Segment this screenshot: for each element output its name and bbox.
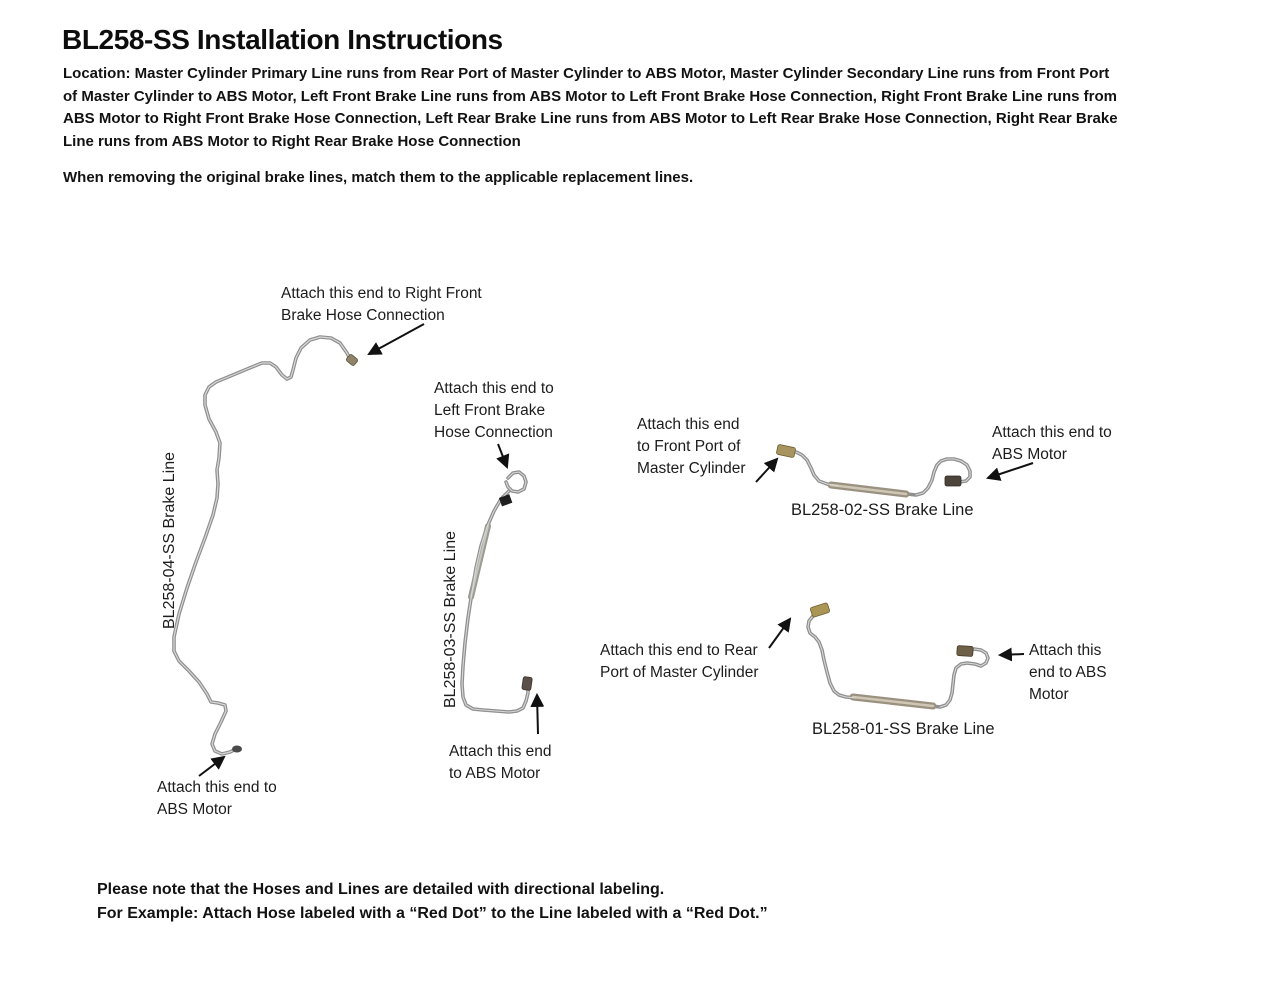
annotation-line: Attach this — [1029, 642, 1102, 659]
location-line: ABS Motor to Right Front Brake Hose Connection, Left Rear Brake Line runs from ABS Motor to Left Rear Brake Hose Connection, Right Rear Brake — [63, 110, 1118, 127]
note-line: Please note that the Hoses and Lines are detailed with directional labeling. — [97, 881, 665, 898]
annotation-left-front-hose — [434, 378, 554, 444]
annotation-line: Hose Connection — [434, 424, 553, 441]
annotation-abs-motor-04 — [157, 777, 277, 821]
page-title: BL258-SS Installation Instructions — [62, 24, 503, 55]
annotation-right-front-hose — [281, 283, 482, 327]
note-line: For Example: Attach Hose labeled with a “Red Dot” to the Line labeled with a “Red Dot.” — [97, 905, 768, 922]
location-line: Location: Master Cylinder Primary Line runs from Rear Port of Master Cylinder to ABS Motor, Master Cylinder Secondary Line runs from Front Port — [63, 65, 1110, 82]
annotation-line: Brake Hose Connection — [281, 307, 445, 324]
annotation-line: to ABS Motor — [449, 765, 541, 782]
label-line-03: BL258-03-SS Brake Line — [442, 531, 459, 708]
annotation-line: Attach this end to — [157, 779, 277, 796]
brake-line-04-tube — [174, 337, 358, 754]
brake-line-03-tube — [462, 472, 532, 712]
fitting-01-left — [810, 602, 830, 617]
arrow-abs-01 — [1000, 654, 1024, 655]
annotation-line: end to ABS — [1029, 664, 1107, 681]
annotation-line: Attach this end — [449, 743, 552, 760]
annotation-line: Motor — [1029, 686, 1069, 703]
label-line-01: BL258-01-SS Brake Line — [812, 720, 995, 738]
annotation-arrows — [199, 324, 1033, 776]
arrow-left-front-hose — [498, 444, 507, 467]
label-line-02: BL258-02-SS Brake Line — [791, 501, 974, 519]
annotation-line: Attach this end to Rear — [600, 642, 758, 659]
annotation-abs-motor-03 — [449, 741, 552, 785]
location-line: Line runs from ABS Motor to Right Rear Brake Hose Connection — [63, 132, 521, 150]
annotation-line: ABS Motor — [992, 446, 1067, 463]
annotation-line: Left Front Brake — [434, 402, 546, 419]
arrow-rear-port — [769, 619, 790, 648]
arrow-abs-03 — [537, 695, 538, 734]
fitting-01-right — [957, 645, 974, 656]
annotation-abs-motor-01 — [1029, 640, 1107, 706]
clip-03 — [499, 494, 512, 506]
annotation-front-port — [637, 414, 746, 480]
annotation-abs-motor-02 — [992, 422, 1112, 466]
location-line: of Master Cylinder to ABS Motor, Left Front Brake Line runs from ABS Motor to Left Front Brake Hose Connection, Right Front Brake Line runs from — [63, 87, 1117, 105]
fitting-04-bottom — [232, 746, 242, 753]
annotation-line: Attach this end — [637, 416, 740, 433]
brake-line-01-tube — [808, 602, 988, 707]
annotation-rear-port — [600, 640, 759, 684]
removal-note: When removing the original brake lines, match them to the applicable replacement lines. — [63, 169, 694, 186]
arrow-front-port — [756, 459, 777, 482]
annotation-line: Attach this end to — [992, 424, 1112, 441]
directional-labeling-note — [97, 878, 768, 926]
brake-line-02-tube — [776, 444, 970, 495]
fitting-03-bottom — [522, 676, 533, 690]
arrow-right-front-hose — [369, 324, 424, 354]
annotation-line: Attach this end to — [434, 380, 554, 397]
annotation-line: Attach this end to Right Front — [281, 285, 482, 302]
fitting-02-left — [776, 444, 796, 458]
arrow-abs-04 — [199, 757, 224, 776]
label-line-04: BL258-04-SS Brake Line — [161, 452, 178, 629]
annotation-line: to Front Port of — [637, 438, 741, 455]
fitting-02-right — [945, 476, 961, 486]
annotation-line: ABS Motor — [157, 801, 232, 818]
annotation-line: Port of Master Cylinder — [600, 664, 759, 681]
annotation-line: Master Cylinder — [637, 460, 746, 477]
